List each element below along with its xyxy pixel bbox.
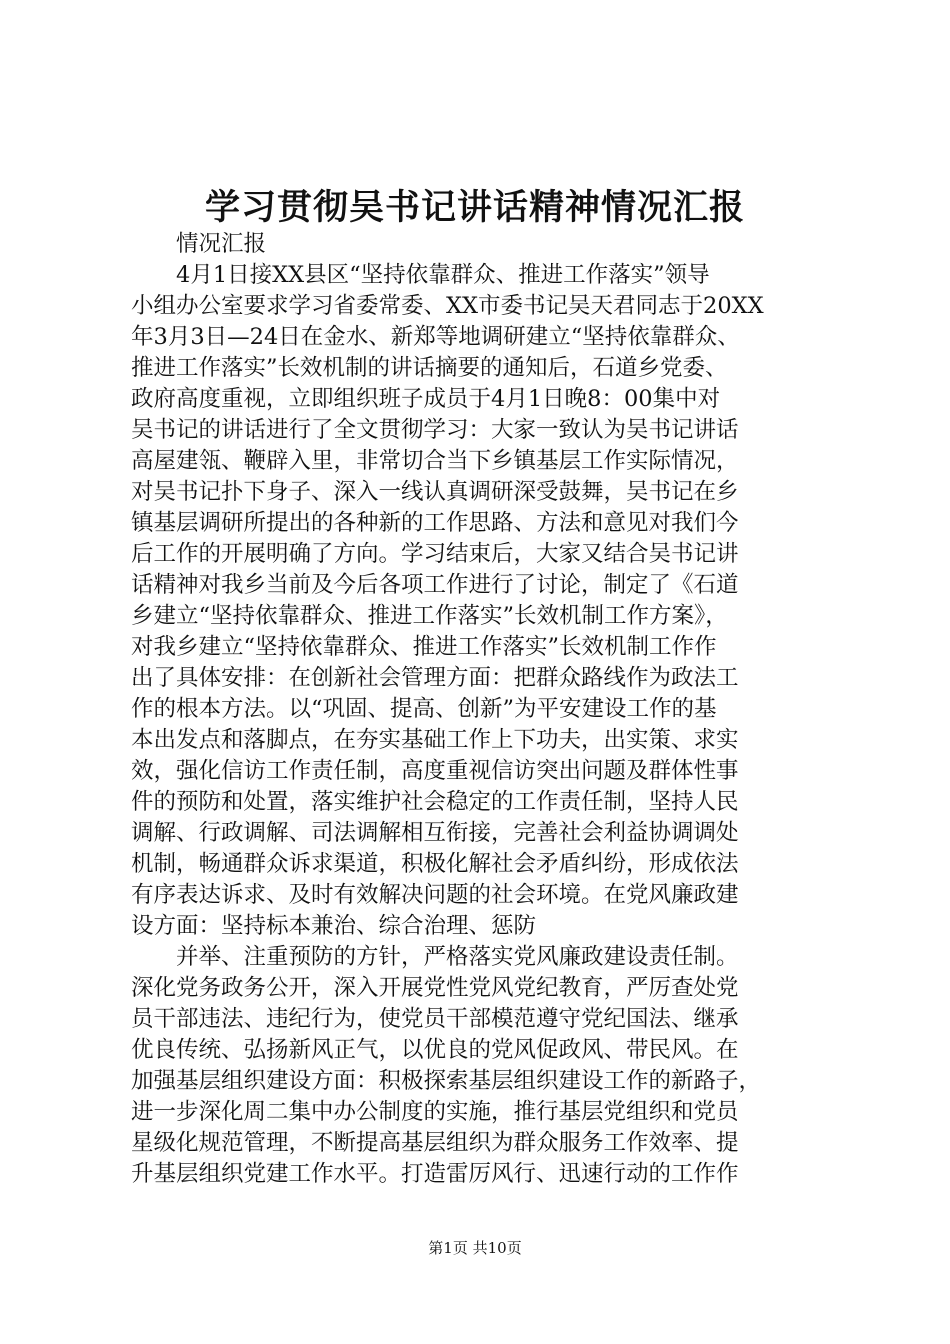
paragraph-line: 后工作的开展明确了方向。学习结束后，大家又结合吴书记讲 — [131, 541, 739, 567]
paragraph-line: 推进工作落实”长效机制的讲话摘要的通知后，石道乡党委、 — [131, 355, 728, 381]
paragraph-line: 效，强化信访工作责任制，高度重视信访突出问题及群体性事 — [131, 758, 739, 784]
paragraph-line: 小组办公室要求学习省委常委、XX市委书记吴天君同志于20XX — [131, 293, 764, 319]
paragraph-line: 本出发点和落脚点，在夯实基础工作上下功夫，出实策、求实 — [131, 727, 739, 753]
paragraph-line: 件的预防和处置，落实维护社会稳定的工作责任制，坚持人民 — [131, 789, 739, 815]
paragraph-line: 对我乡建立“坚持依靠群众、推进工作落实”长效机制工作作 — [131, 634, 717, 660]
paragraph-line: 话精神对我乡当前及今后各项工作进行了讨论，制定了《石道 — [131, 572, 739, 598]
paragraph-line: 升基层组织党建工作水平。打造雷厉风行、迅速行动的工作作 — [131, 1161, 739, 1187]
document-title: 学习贯彻吴书记讲话精神情况汇报 — [204, 187, 745, 228]
paragraph-line: 设方面：坚持标本兼治、综合治理、惩防 — [131, 913, 537, 939]
paragraph-line: 政府高度重视，立即组织班子成员于4月1日晚8：00集中对 — [131, 386, 721, 412]
paragraph-line: 加强基层组织建设方面：积极探索基层组织建设工作的新路子， — [131, 1068, 762, 1094]
paragraph-line: 年3月3日—24日在金水、新郑等地调研建立“坚持依靠群众、 — [131, 324, 740, 350]
paragraph-line: 有序表达诉求、及时有效解决问题的社会环境。在党风廉政建 — [131, 882, 739, 908]
paragraph-line: 员干部违法、违纪行为，使党员干部模范遵守党纪国法、继承 — [131, 1006, 739, 1032]
paragraph-line: 深化党务政务公开，深入开展党性党风党纪教育，严厉查处党 — [131, 975, 739, 1001]
section-heading: 情况汇报 — [176, 231, 267, 257]
paragraph-line: 镇基层调研所提出的各种新的工作思路、方法和意见对我们今 — [131, 510, 739, 536]
paragraph-line: 吴书记的讲话进行了全文贯彻学习：大家一致认为吴书记讲话 — [131, 417, 739, 443]
paragraph-line: 并举、注重预防的方针，严格落实党风廉政建设责任制。 — [176, 944, 739, 970]
paragraph-line: 对吴书记扑下身子、深入一线认真调研深受鼓舞，吴书记在乡 — [131, 479, 739, 505]
paragraph-line: 调解、行政调解、司法调解相互衔接，完善社会利益协调调处 — [131, 820, 739, 846]
document-body — [131, 229, 831, 1190]
paragraph-line: 作的根本方法。以“巩固、提高、创新”为平安建设工作的基 — [131, 696, 717, 722]
paragraph-line: 高屋建瓴、鞭辟入里，非常切合当下乡镇基层工作实际情况， — [131, 448, 739, 474]
paragraph-line: 乡建立“坚持依靠群众、推进工作落实”长效机制工作方案》， — [131, 603, 728, 629]
paragraph-line: 优良传统、弘扬新风正气，以优良的党风促政风、带民风。在 — [131, 1037, 739, 1063]
paragraph-line: 机制，畅通群众诉求渠道，积极化解社会矛盾纠纷，形成依法 — [131, 851, 739, 877]
paragraph-line: 进一步深化周二集中办公制度的实施，推行基层党组织和党员 — [131, 1099, 739, 1125]
paragraph-line: 4月1日接XX县区“坚持依靠群众、推进工作落实”领导 — [176, 262, 710, 288]
page-footer: 第1页 共10页 — [428, 1239, 522, 1257]
paragraph-line: 星级化规范管理，不断提高基层组织为群众服务工作效率、提 — [131, 1130, 739, 1156]
paragraph-line: 出了具体安排：在创新社会管理方面：把群众路线作为政法工 — [131, 665, 739, 691]
